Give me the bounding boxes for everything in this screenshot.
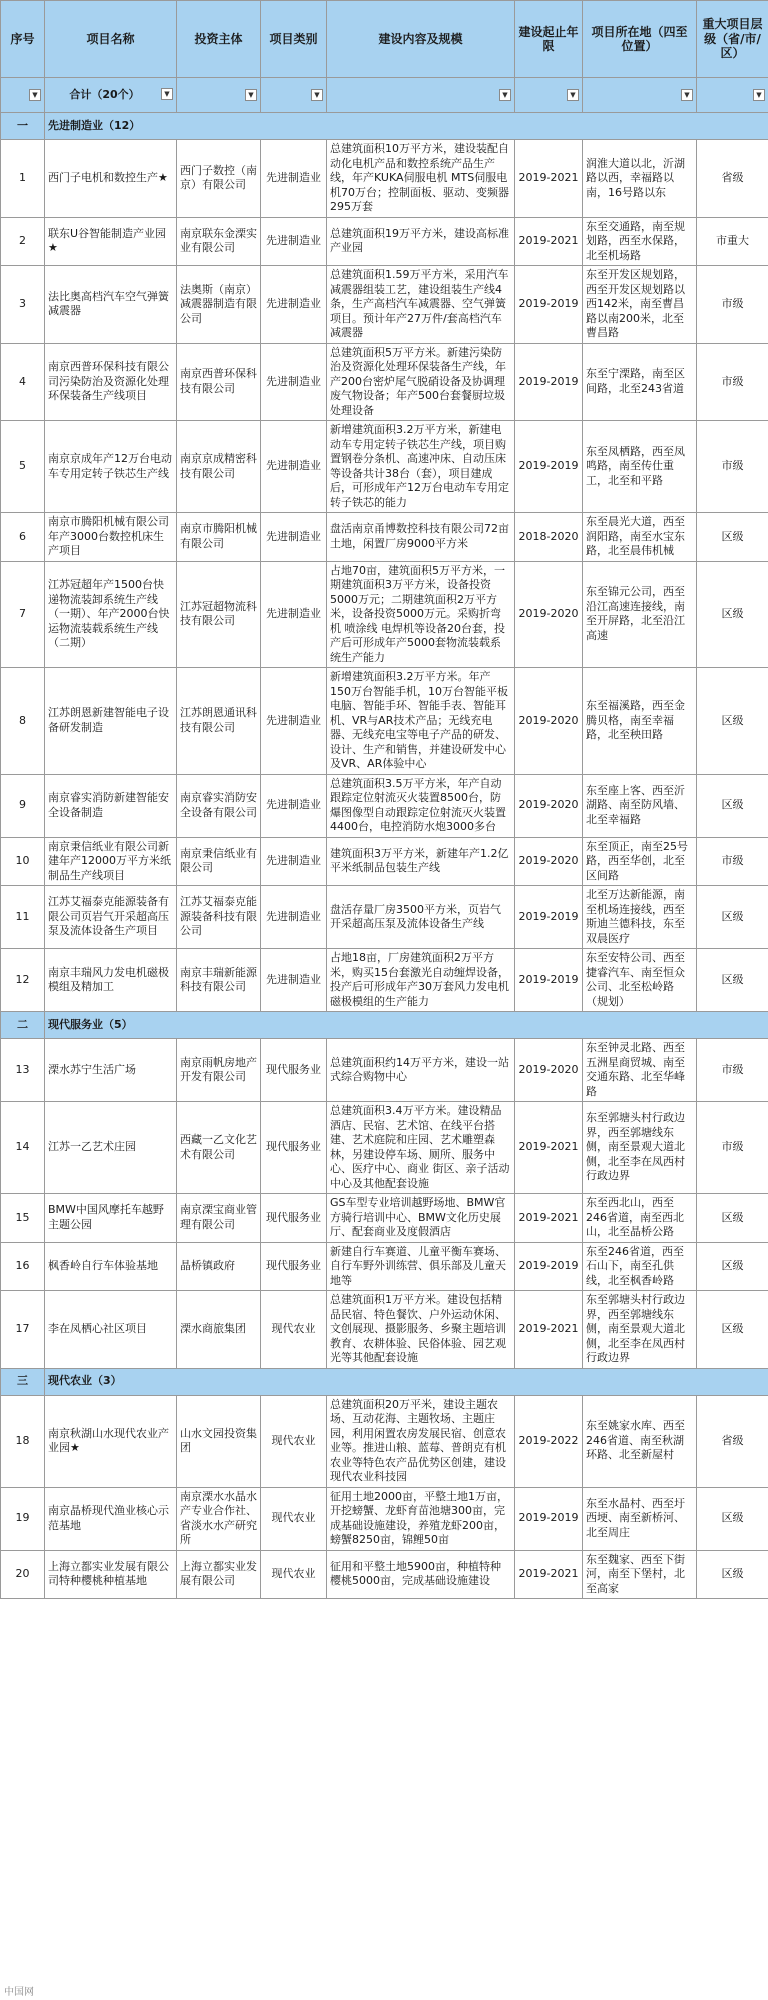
- content-cell: 新增建筑面积3.2万平方米。年产150万台智能手机，10万台智能平板电脑、智能手环、智能手表、智能耳机、VR与AR技术产品；无线充电器、无线充电宝等电子产品的研发、设计、生产和销售，并建设研发中心及VR、AR体验中心: [327, 668, 515, 775]
- dropdown-arrow-icon[interactable]: ▼: [311, 89, 323, 101]
- category-cell: 先进制造业: [261, 561, 327, 668]
- years-cell: 2018-2020: [515, 513, 583, 562]
- category-cell: 先进制造业: [261, 837, 327, 886]
- dropdown-arrow-icon[interactable]: ▼: [29, 89, 41, 101]
- seq-cell: 14: [1, 1102, 45, 1194]
- col-years-header: 建设起止年限: [515, 1, 583, 78]
- name-cell: 南京秉信纸业有限公司新建年产12000万平方米纸制品生产线项目: [45, 837, 177, 886]
- level-cell: 区级: [697, 1487, 768, 1550]
- location-cell: 北至万达新能源，南至机场连接线，西至斯迪兰德科技，东至双晨医疗: [583, 886, 697, 949]
- years-cell: 2019-2021: [515, 1550, 583, 1599]
- dropdown-arrow-icon[interactable]: ▼: [161, 88, 173, 100]
- table-row: [1, 837, 768, 886]
- years-cell: 2019-2020: [515, 561, 583, 668]
- name-cell: 法比奥高档汽车空气弹簧减震器: [45, 266, 177, 344]
- table-row: [1, 1395, 768, 1487]
- seq-cell: 12: [1, 949, 45, 1012]
- col-investor-header: 投资主体: [177, 1, 261, 78]
- section-number: 一: [1, 113, 45, 140]
- category-cell: 先进制造业: [261, 140, 327, 218]
- location-cell: 东至座上客、西至沂湖路、南至防风墙、北至幸福路: [583, 774, 697, 837]
- name-cell: 上海立都实业发展有限公司特种樱桃种植基地: [45, 1550, 177, 1599]
- category-cell: 现代服务业: [261, 1242, 327, 1291]
- years-cell: 2019-2021: [515, 1291, 583, 1369]
- col-content-header: 建设内容及规模: [327, 1, 515, 78]
- summary-label: 合计（20个）: [69, 87, 140, 101]
- seq-cell: 10: [1, 837, 45, 886]
- table-row: [1, 513, 768, 562]
- seq-cell: 18: [1, 1395, 45, 1487]
- level-cell: 区级: [697, 1291, 768, 1369]
- investor-cell: 西门子数控（南京）有限公司: [177, 140, 261, 218]
- filter-cell: [327, 78, 515, 113]
- seq-cell: 7: [1, 561, 45, 668]
- location-cell: 东至锦元公司，西至沿江高速连接线，南至开屏路，北至沿江高速: [583, 561, 697, 668]
- level-cell: 市级: [697, 1039, 768, 1102]
- table-row: [1, 668, 768, 775]
- content-cell: 建筑面积3万平方米，新建年产1.2亿平米纸制品包装生产线: [327, 837, 515, 886]
- level-cell: 省级: [697, 1395, 768, 1487]
- dropdown-arrow-icon[interactable]: ▼: [499, 89, 511, 101]
- seq-cell: 1: [1, 140, 45, 218]
- investor-cell: 江苏冠超物流科技有限公司: [177, 561, 261, 668]
- content-cell: 总建筑面积20万平米，建设主题农场、互动花海、主题牧场、主题庄园，利用闲置农房发展民宿、创意农业等。推进山粮、蓝莓、普朗克有机农业等特色农产品优势区创建，建设现代农业科技园: [327, 1395, 515, 1487]
- investor-cell: 南京丰瑞新能源科技有限公司: [177, 949, 261, 1012]
- seq-cell: 3: [1, 266, 45, 344]
- investor-cell: 江苏艾福泰克能源装备科技有限公司: [177, 886, 261, 949]
- section-title: 现代服务业（5）: [45, 1012, 768, 1039]
- table-row: [1, 774, 768, 837]
- content-cell: 总建筑面积1.59万平方米，采用汽车减震器组装工艺，建设组装生产线4条，生产高档汽车减震器、空气弹簧项目。预计年产27万件/套高档汽车减震器: [327, 266, 515, 344]
- name-cell: 江苏冠超年产1500台快递物流装卸系统生产线（一期）、年产2000台快运物流装载系统生产线（二期）: [45, 561, 177, 668]
- category-cell: 先进制造业: [261, 949, 327, 1012]
- dropdown-arrow-icon[interactable]: ▼: [681, 89, 693, 101]
- investor-cell: 南京联东金溧实业有限公司: [177, 217, 261, 266]
- category-cell: 先进制造业: [261, 217, 327, 266]
- level-cell: 区级: [697, 886, 768, 949]
- seq-cell: 8: [1, 668, 45, 775]
- name-cell: 南京丰瑞风力发电机磁极模组及精加工: [45, 949, 177, 1012]
- name-cell: 南京晶桥现代渔业核心示范基地: [45, 1487, 177, 1550]
- seq-cell: 16: [1, 1242, 45, 1291]
- section-number: 二: [1, 1012, 45, 1039]
- investor-cell: 法奥斯（南京）减震器制造有限公司: [177, 266, 261, 344]
- location-cell: 东至开发区规划路，西至开发区规划路以西142米，南至曹昌路以南200米，北至曹昌路: [583, 266, 697, 344]
- level-cell: 区级: [697, 561, 768, 668]
- col-level-header: 重大项目层级（省/市/区）: [697, 1, 768, 78]
- level-cell: 区级: [697, 1194, 768, 1243]
- table-row: [1, 1039, 768, 1102]
- content-cell: 盘活南京甬博数控科技有限公司72亩土地，闲置厂房9000平方米: [327, 513, 515, 562]
- years-cell: 2019-2021: [515, 1194, 583, 1243]
- content-cell: 总建筑面积5万平方米。新建污染防治及资源化处理环保装备生产线，年产200台密炉尾气脱硝设备及协调理废气物设备；年产500台套餐厨垃圾处理设备: [327, 343, 515, 421]
- filter-cell: [515, 78, 583, 113]
- name-cell: 江苏艾福泰克能源装备有限公司页岩气开采超高压泵及流体设备生产项目: [45, 886, 177, 949]
- dropdown-arrow-icon[interactable]: ▼: [753, 89, 765, 101]
- level-cell: 市级: [697, 266, 768, 344]
- years-cell: 2019-2020: [515, 1039, 583, 1102]
- investor-cell: 南京雨帆房地产开发有限公司: [177, 1039, 261, 1102]
- years-cell: 2019-2022: [515, 1395, 583, 1487]
- category-cell: 现代农业: [261, 1550, 327, 1599]
- section-number: 三: [1, 1368, 45, 1395]
- table-row: [1, 266, 768, 344]
- filter-cell: [583, 78, 697, 113]
- seq-cell: 4: [1, 343, 45, 421]
- filter-cell: [1, 78, 45, 113]
- table-row: [1, 421, 768, 513]
- name-cell: 南京市腾阳机械有限公司年产3000台数控机床生产项目: [45, 513, 177, 562]
- level-cell: 市级: [697, 1102, 768, 1194]
- level-cell: 市级: [697, 837, 768, 886]
- years-cell: 2019-2019: [515, 886, 583, 949]
- investor-cell: 山水文园投资集团: [177, 1395, 261, 1487]
- location-cell: 东至郭塘头村行政边界，西至郭塘线东侧，南至景观大道北侧，北至李在凤西村行政边界: [583, 1102, 697, 1194]
- years-cell: 2019-2020: [515, 668, 583, 775]
- years-cell: 2019-2019: [515, 343, 583, 421]
- summary-label-cell: [45, 78, 177, 113]
- section-title: 先进制造业（12）: [45, 113, 768, 140]
- category-cell: 先进制造业: [261, 668, 327, 775]
- name-cell: 溧水苏宁生活广场: [45, 1039, 177, 1102]
- content-cell: 占地18亩，厂房建筑面积2万平方米，购买15台套激光自动缠焊设备，投产后可形成年产30万套风力发电机磁极模组的生产能力: [327, 949, 515, 1012]
- location-cell: 润淮大道以北，沂湖路以西，幸福路以南，16号路以东: [583, 140, 697, 218]
- dropdown-arrow-icon[interactable]: ▼: [567, 89, 579, 101]
- location-cell: 东至246省道，西至石山下，南至孔供线，北至枫香岭路: [583, 1242, 697, 1291]
- years-cell: 2019-2019: [515, 421, 583, 513]
- level-cell: 区级: [697, 774, 768, 837]
- seq-cell: 11: [1, 886, 45, 949]
- table-row: [1, 1194, 768, 1243]
- content-cell: 征用土地2000亩，平整土地1万亩，开挖螃蟹、龙虾育苗池塘300亩，完成基础设施建设，养殖龙虾200亩，螃蟹8250亩，锦鲤50亩: [327, 1487, 515, 1550]
- content-cell: 盘活存量厂房3500平方米，页岩气开采超高压泵及流体设备生产线: [327, 886, 515, 949]
- seq-cell: 2: [1, 217, 45, 266]
- category-cell: 现代农业: [261, 1487, 327, 1550]
- investor-cell: 溧水商旅集团: [177, 1291, 261, 1369]
- investor-cell: 西藏一乙文化艺术有限公司: [177, 1102, 261, 1194]
- category-cell: 现代服务业: [261, 1039, 327, 1102]
- seq-cell: 17: [1, 1291, 45, 1369]
- category-cell: 先进制造业: [261, 886, 327, 949]
- seq-cell: 15: [1, 1194, 45, 1243]
- category-cell: 现代服务业: [261, 1102, 327, 1194]
- table-row: [1, 1242, 768, 1291]
- name-cell: 南京京成年产12万台电动车专用定转子铁芯生产线: [45, 421, 177, 513]
- location-cell: 东至晨光大道，西至润阳路，南至水宝东路，北至晨伟机械: [583, 513, 697, 562]
- name-cell: BMW中国风摩托车越野主题公园: [45, 1194, 177, 1243]
- dropdown-arrow-icon[interactable]: ▼: [245, 89, 257, 101]
- filter-cell: [697, 78, 768, 113]
- category-cell: 先进制造业: [261, 266, 327, 344]
- summary-row: [1, 78, 768, 113]
- category-cell: 先进制造业: [261, 513, 327, 562]
- content-cell: 占地70亩，建筑面积5万平方米，一期建筑面积3万平方米，设备投资5000万元；二期建筑面积2万平方米，设备投资5000万元。采购折弯机 喷涂线 电焊机等设备20台套，投产后可形成年产5000套物流装载系统生产能力: [327, 561, 515, 668]
- years-cell: 2019-2019: [515, 266, 583, 344]
- table-row: [1, 343, 768, 421]
- investor-cell: 南京溧水水晶水产专业合作社、省淡水水产研究所: [177, 1487, 261, 1550]
- table-row: [1, 1102, 768, 1194]
- location-cell: 东至福溪路，西至金腾贝格，南至幸福路，北至秧田路: [583, 668, 697, 775]
- level-cell: 区级: [697, 949, 768, 1012]
- level-cell: 区级: [697, 513, 768, 562]
- col-name-header: 项目名称: [45, 1, 177, 78]
- table-row: [1, 1291, 768, 1369]
- name-cell: 南京秋湖山水现代农业产业园★: [45, 1395, 177, 1487]
- years-cell: 2019-2020: [515, 774, 583, 837]
- name-cell: 联东U谷智能制造产业园★: [45, 217, 177, 266]
- col-location-header: 项目所在地（四至位置）: [583, 1, 697, 78]
- table-row: [1, 140, 768, 218]
- section-title: 现代农业（3）: [45, 1368, 768, 1395]
- table-row: [1, 561, 768, 668]
- investor-cell: 江苏朗恩通讯科技有限公司: [177, 668, 261, 775]
- level-cell: 省级: [697, 140, 768, 218]
- watermark: 中国网: [4, 1987, 34, 1998]
- location-cell: 东至郭塘头村行政边界，西至郭塘线东侧，南至景观大道北侧，北至李在凤西村行政边界: [583, 1291, 697, 1369]
- content-cell: 总建筑面积10万平方米，建设装配自动化电机产品和数控系统产品生产线，年产KUKA伺服电机 MTS伺服电机70万台；控制面板、驱动、变频器295万套: [327, 140, 515, 218]
- content-cell: 总建筑面积3.4万平方米。建设精品酒店、民宿、艺术馆、在线平台搭建、艺术庭院和庄园、艺术雕塑森林，另建设停车场、厕所、服务中心、医疗中心、商业 街区、亲子活动中心及其他配套设施: [327, 1102, 515, 1194]
- category-cell: 先进制造业: [261, 774, 327, 837]
- name-cell: 江苏一乙艺术庄园: [45, 1102, 177, 1194]
- name-cell: 李在凤栖心社区项目: [45, 1291, 177, 1369]
- location-cell: 东至魏家、西至下街河，南至下堡村，北至高家: [583, 1550, 697, 1599]
- level-cell: 市重大: [697, 217, 768, 266]
- filter-cell: [261, 78, 327, 113]
- seq-cell: 19: [1, 1487, 45, 1550]
- years-cell: 2019-2019: [515, 1242, 583, 1291]
- category-cell: 先进制造业: [261, 421, 327, 513]
- location-cell: 东至水晶村、西至圩西埂、南至新桥河、北至周庄: [583, 1487, 697, 1550]
- seq-cell: 20: [1, 1550, 45, 1599]
- content-cell: GS车型专业培训越野场地、BMW官方骑行培训中心、BMW文化历史展厅、配套商业及度假酒店: [327, 1194, 515, 1243]
- location-cell: 东至安特公司、西至捷睿汽车、南至恒众公司、北至松岭路（规划）: [583, 949, 697, 1012]
- col-category-header: 项目类别: [261, 1, 327, 78]
- level-cell: 区级: [697, 668, 768, 775]
- location-cell: 东至交通路，南至规划路，西至水保路，北至机场路: [583, 217, 697, 266]
- seq-cell: 13: [1, 1039, 45, 1102]
- name-cell: 江苏朗恩新建智能电子设备研发制造: [45, 668, 177, 775]
- filter-cell: [177, 78, 261, 113]
- content-cell: 总建筑面积1万平方米。建设包括精品民宿、特色餐饮、户外运动休闲、文创展现、摄影服务、乡聚主题培训教育、农耕体验、民俗体验、园艺观光等其他配套设施: [327, 1291, 515, 1369]
- col-seq-header: 序号: [1, 1, 45, 78]
- level-cell: 区级: [697, 1242, 768, 1291]
- content-cell: 总建筑面积约14万平方米，建设一站式综合购物中心: [327, 1039, 515, 1102]
- investor-cell: 上海立都实业发展有限公司: [177, 1550, 261, 1599]
- investor-cell: 晶桥镇政府: [177, 1242, 261, 1291]
- table-row: [1, 949, 768, 1012]
- location-cell: 东至顶正，南至25号路，西至华创，北至区间路: [583, 837, 697, 886]
- section-row: [1, 1368, 768, 1395]
- location-cell: 东至钟灵北路、西至五洲星商贸城、南至交通东路、北至华峰路: [583, 1039, 697, 1102]
- content-cell: 征用和平整土地5900亩，种植特种樱桃5000亩，完成基础设施建设: [327, 1550, 515, 1599]
- section-row: [1, 1012, 768, 1039]
- location-cell: 东至凤栖路，西至凤鸣路，南至传仕重工，北至和平路: [583, 421, 697, 513]
- years-cell: 2019-2021: [515, 140, 583, 218]
- table-row: [1, 1487, 768, 1550]
- seq-cell: 5: [1, 421, 45, 513]
- table-row: [1, 1550, 768, 1599]
- location-cell: 东至宁溧路，南至区间路，北至243省道: [583, 343, 697, 421]
- content-cell: 新建自行车赛道、儿童平衡车赛场、自行车野外训练营、俱乐部及儿童天地等: [327, 1242, 515, 1291]
- investor-cell: 南京秉信纸业有限公司: [177, 837, 261, 886]
- table-row: [1, 217, 768, 266]
- content-cell: 新增建筑面积3.2万平方米，新建电动车专用定转子铁芯生产线，项目购置钢卷分条机、高速冲床、自动压床等设备共计38台（套），项目建成后，可形成年产12万台电动车专用定转子铁芯的能力: [327, 421, 515, 513]
- category-cell: 现代农业: [261, 1291, 327, 1369]
- location-cell: 东至西北山，西至246省道，南至西北山，北至晶桥公路: [583, 1194, 697, 1243]
- investor-cell: 南京市腾阳机械有限公司: [177, 513, 261, 562]
- level-cell: 市级: [697, 421, 768, 513]
- years-cell: 2019-2019: [515, 1487, 583, 1550]
- name-cell: 南京西普环保科技有限公司污染防治及资源化处理环保装备生产线项目: [45, 343, 177, 421]
- level-cell: 区级: [697, 1550, 768, 1599]
- investor-cell: 南京京成精密科技有限公司: [177, 421, 261, 513]
- seq-cell: 6: [1, 513, 45, 562]
- content-cell: 总建筑面积3.5万平方米，年产自动跟踪定位射流灭火装置8500台，防爆图像型自动跟踪定位射流灭火装置4400台，电控消防水炮3000多台: [327, 774, 515, 837]
- category-cell: 现代农业: [261, 1395, 327, 1487]
- years-cell: 2019-2020: [515, 837, 583, 886]
- name-cell: 枫香岭自行车体验基地: [45, 1242, 177, 1291]
- years-cell: 2019-2021: [515, 1102, 583, 1194]
- investor-cell: 南京睿实消防安全设备有限公司: [177, 774, 261, 837]
- investor-cell: 南京西普环保科技有限公司: [177, 343, 261, 421]
- years-cell: 2019-2021: [515, 217, 583, 266]
- section-row: [1, 113, 768, 140]
- level-cell: 市级: [697, 343, 768, 421]
- name-cell: 西门子电机和数控生产★: [45, 140, 177, 218]
- location-cell: 东至姚家水库、西至246省道、南至秋湖环路、北至新屋村: [583, 1395, 697, 1487]
- seq-cell: 9: [1, 774, 45, 837]
- name-cell: 南京睿实消防新建智能安全设备制造: [45, 774, 177, 837]
- category-cell: 现代服务业: [261, 1194, 327, 1243]
- years-cell: 2019-2019: [515, 949, 583, 1012]
- table-row: [1, 886, 768, 949]
- header-row: [1, 1, 768, 78]
- content-cell: 总建筑面积19万平方米，建设高标准产业园: [327, 217, 515, 266]
- category-cell: 先进制造业: [261, 343, 327, 421]
- investor-cell: 南京溧宝商业管理有限公司: [177, 1194, 261, 1243]
